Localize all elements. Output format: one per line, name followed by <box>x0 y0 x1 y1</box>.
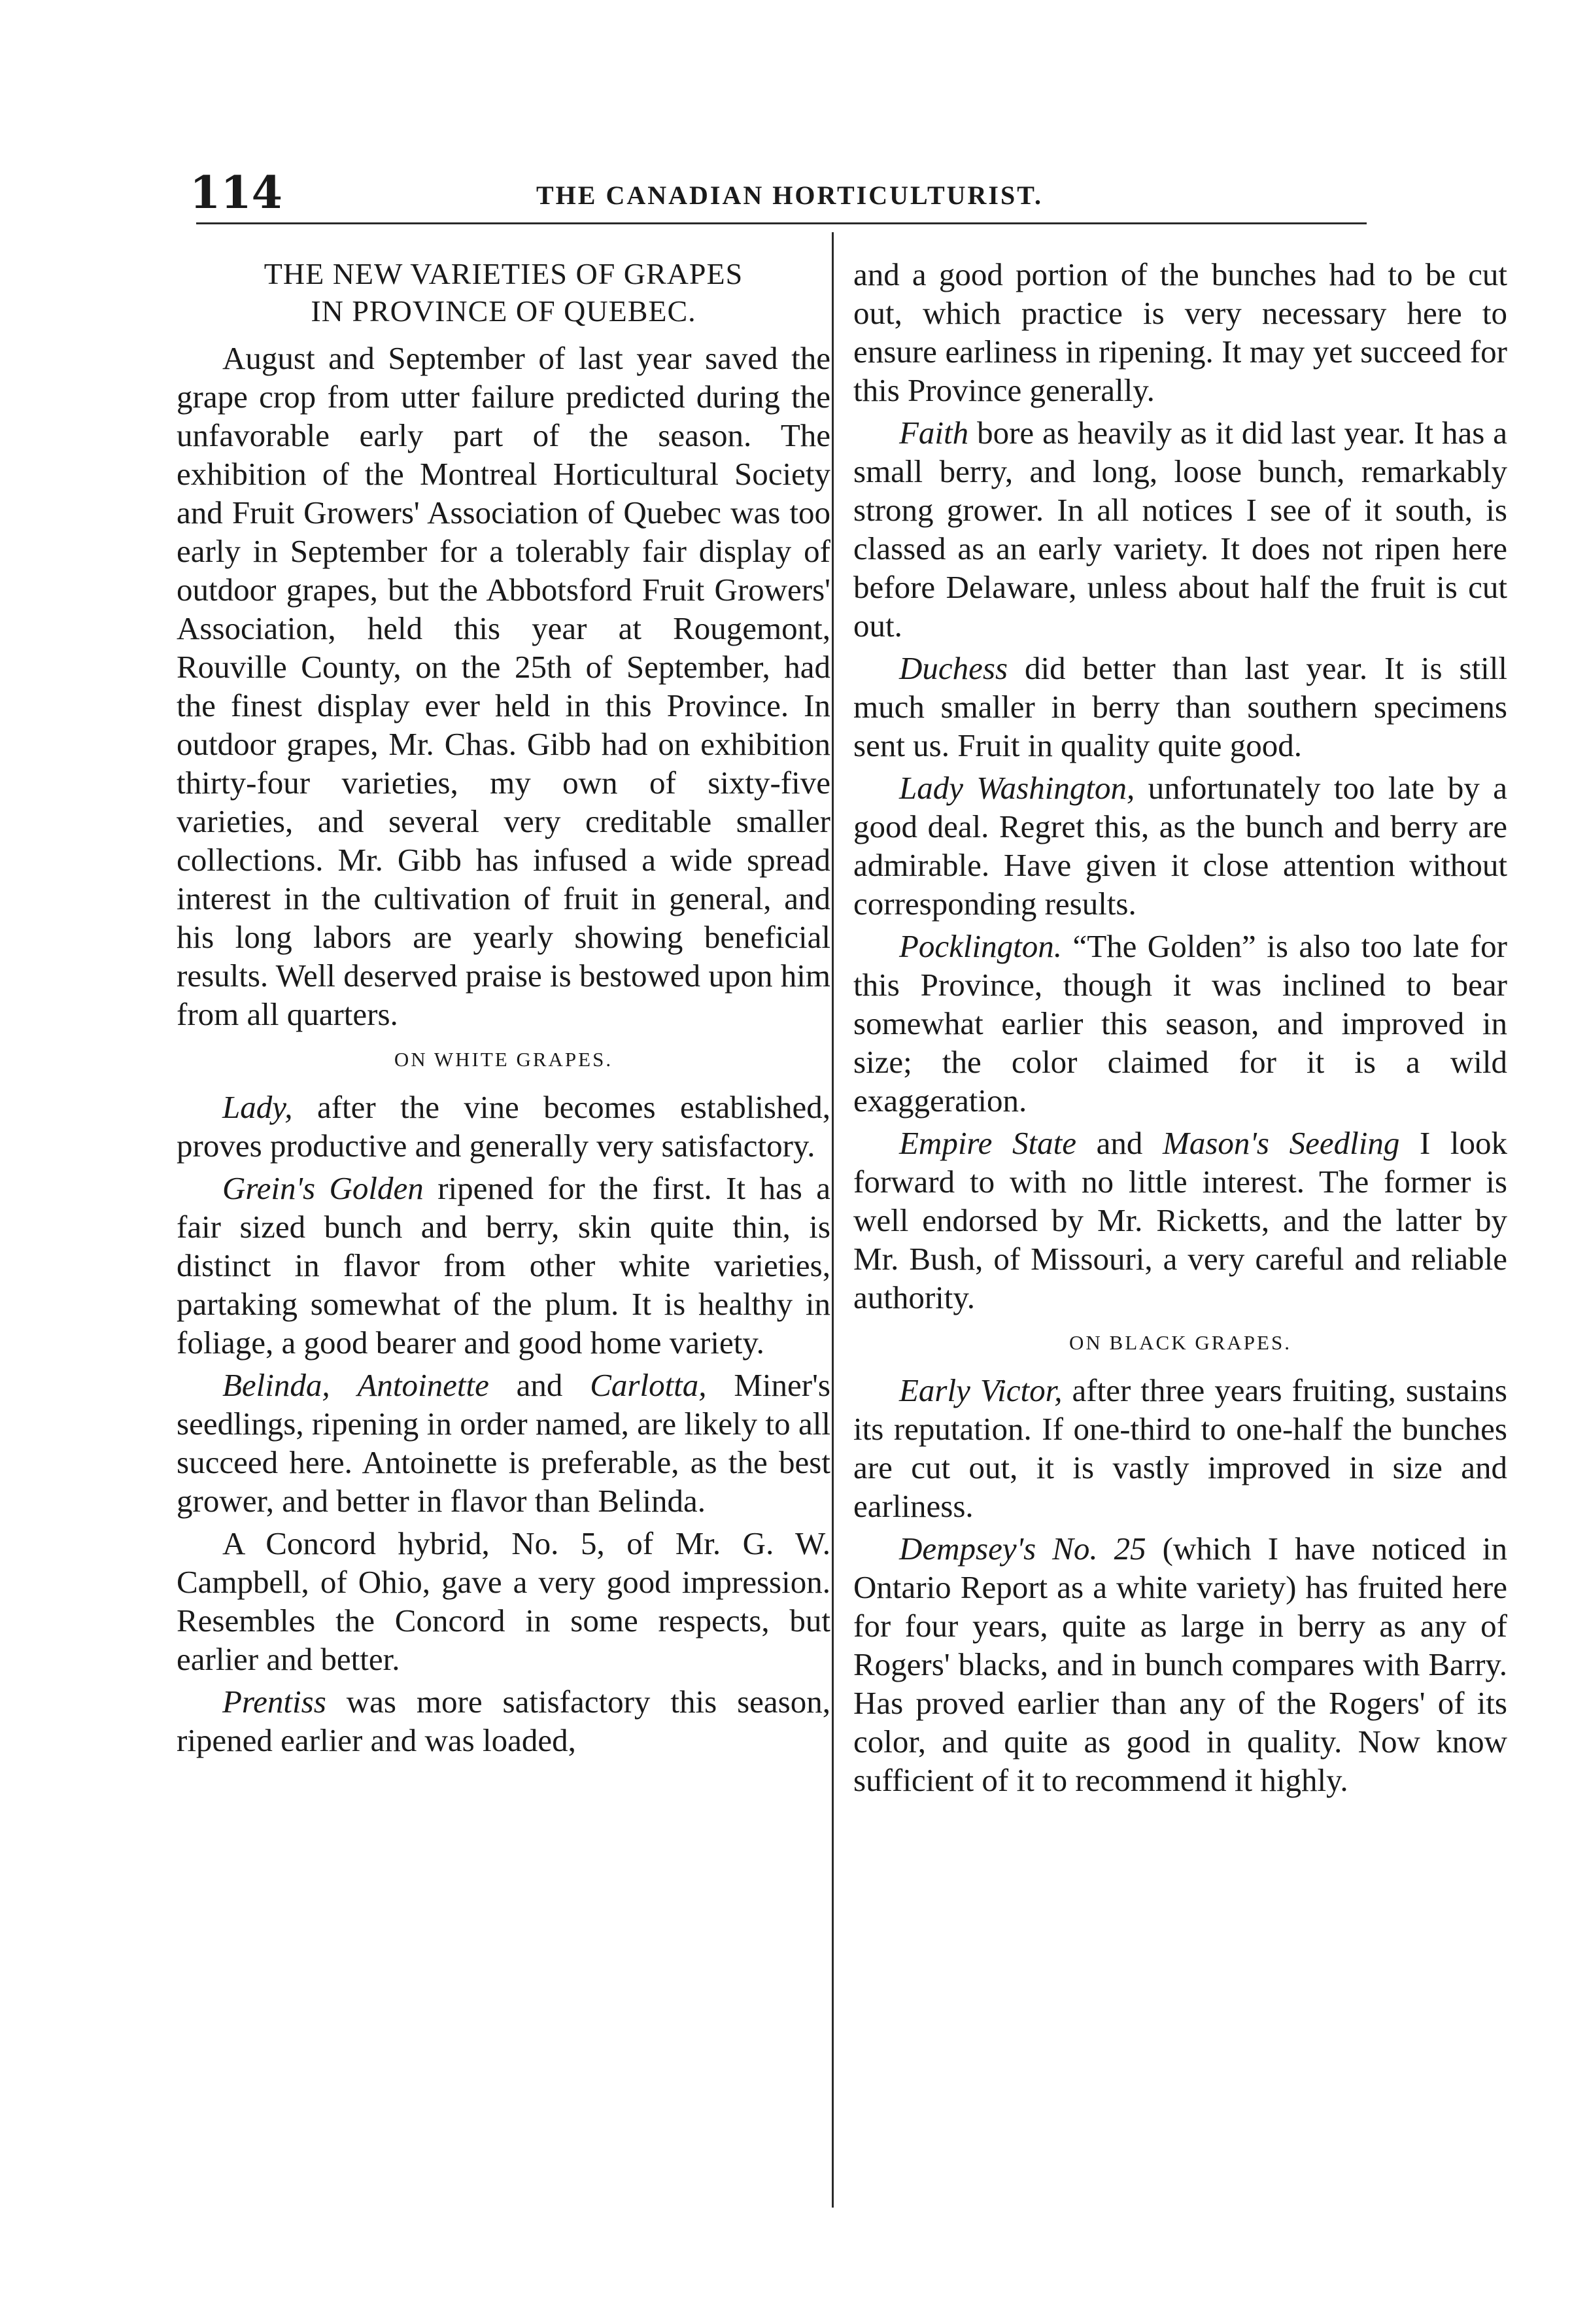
white-grapes-heading: ON WHITE GRAPES. <box>394 1048 613 1071</box>
variety-name: Prentiss <box>222 1684 326 1720</box>
entry-prentiss-part2: and a good portion of the bunches had to be cut out, which practice is very necessary here to ensure earliness in ripening. It may yet succeed for this Province generally. <box>853 256 1507 408</box>
entry-concord-hybrid: A Concord hybrid, No. 5, of Mr. G. W. Campbell, of Ohio, gave a very good impression. Resembles the Concord in some respects, but earlier and better. <box>177 1525 830 1677</box>
variety-name: Antoinette <box>357 1367 489 1403</box>
black-grapes-heading: ON BLACK GRAPES. <box>1069 1331 1291 1354</box>
page-header <box>170 147 1465 219</box>
article-title <box>177 255 830 330</box>
entry-lady-washington: Lady Washington, unfortunately too late by a good deal. Regret this, as the bunch and berry are admirable. Have given it close attention without corresponding results. <box>853 770 1507 922</box>
entry-pocklington: Pocklington. “The Golden” is also too late for this Province, though it was inclined to bear somewhat earlier this season, and improved in size; the color claimed for it is a wild exaggeration. <box>853 928 1507 1119</box>
right-column <box>853 255 1507 1803</box>
variety-name: Pocklington. <box>899 928 1063 964</box>
title-line-2: IN PROVINCE OF QUEBEC. <box>311 294 696 328</box>
entry-greins-golden: Grein's Golden ripened for the first. It has a fair sized bunch and berry, skin quite thin, is distinct in flavor from other white varieties, partaking somewhat of the plum. It is healthy in foliage, a good bearer and good home variety. <box>177 1170 830 1361</box>
title-line-1: THE NEW VARIETIES OF GRAPES <box>264 257 743 290</box>
page-number: 114 <box>190 167 282 219</box>
entry-prentiss-part1: Prentiss was more satisfactory this season, ripened earlier and was loaded, <box>177 1684 830 1758</box>
entry-duchess: Duchess did better than last year. It is still much smaller in berry than southern specimens sent us. Fruit in quality quite good. <box>853 650 1507 763</box>
variety-name: Lady, <box>222 1089 293 1125</box>
intro-paragraph: August and September of last year saved the grape crop from utter failure predicted during the unfavorable early part of the season. The exhibition of the Montreal Horticultural Society and Fruit Growers' Association of Quebec was too early in September for a tolerably fair display of outdoor grapes, but the Abbotsford Fruit Growers' Association, held this year at Rougemont, Rouville County, on the 25th of September, had the finest display ever held in this Province. In outdoor grapes, Mr. Chas. Gibb had on exhibition thirty-four varieties, my own of sixty-five varieties, and several very creditable smaller collections. Mr. Gibb has infused a wide spread interest in the cultivation of fruit in general, and his long labors are yearly showing beneficial results. Well deserved praise is bestowed upon him from all quarters. <box>177 340 830 1032</box>
variety-name: Grein's Golden <box>222 1170 424 1206</box>
variety-name: Mason's Seedling <box>1163 1125 1400 1161</box>
variety-name: Carlotta, <box>590 1367 707 1403</box>
variety-name: Empire State <box>899 1125 1077 1161</box>
entry-lady: Lady, after the vine becomes established, proves productive and generally very satisfactory. <box>177 1089 830 1164</box>
variety-name: Belinda, <box>222 1367 330 1403</box>
variety-name: Early Victor, <box>899 1372 1063 1408</box>
variety-name: Dempsey's No. 25 <box>899 1531 1146 1567</box>
entry-dempseys: Dempsey's No. 25 (which I have noticed in Ontario Report as a white variety) has fruited here for four years, quite as large in berry as any of Rogers' blacks, and in bunch compares with Barry. Has proved earlier than any of the Rogers' of its color, and quite as good in quality. Now know sufficient of it to recommend it highly. <box>853 1531 1508 1798</box>
column-divider <box>832 232 834 2208</box>
entry-faith: Faith bore as heavily as it did last year. It has a small berry, and long, loose bunch, remarkably strong grower. In all notices I see of it south, is classed as an early variety. It does not ripen here before Delaware, unless about half the fruit is cut out. <box>853 415 1507 644</box>
variety-name: Faith <box>899 415 969 451</box>
running-head: THE CANADIAN HORTICULTURIST. <box>536 181 1043 210</box>
header-rule <box>196 222 1367 224</box>
variety-name: Duchess <box>899 650 1008 686</box>
entry-early-victor: Early Victor, after three years fruiting, sustains its reputation. If one-third to one-half the bunches are cut out, it is vastly improved in size and earliness. <box>853 1372 1507 1524</box>
entry-belinda: Belinda, Antoinette and Carlotta, Miner's seedlings, ripening in order named, are likely to all succeed here. Antoinette is preferable, as the best grower, and better in flavor than Belinda. <box>177 1367 830 1519</box>
left-column <box>177 255 830 1763</box>
entry-empire-state: Empire State and Mason's Seedling I look forward to with no little interest. The former is well endorsed by Mr. Ricketts, and the latter by Mr. Bush, of Missouri, a very careful and reliable authority. <box>853 1125 1508 1315</box>
variety-name: Lady Washington, <box>899 770 1135 806</box>
